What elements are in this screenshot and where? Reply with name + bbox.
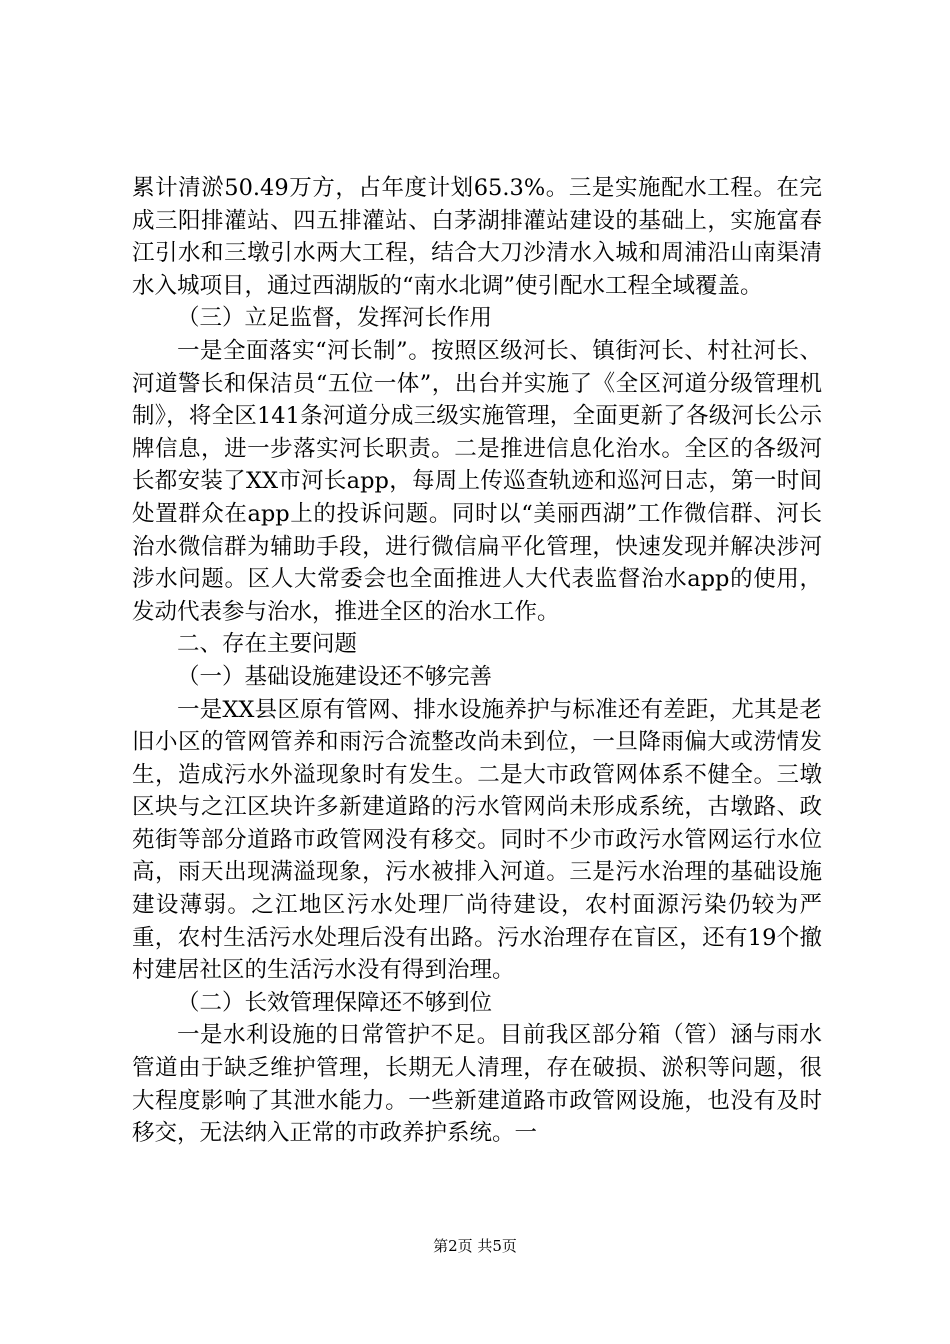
paragraph: 一是水利设施的日常管护不足。目前我区部分箱（管）涵与雨水管道由于缺乏维护管理，长期无人清理，存在破损、淤积等问题，很大程度影响了其泄水能力。一些新建道路市政管网设施，也没有及时移交，无法纳入正常的市政养护系统。一 <box>132 1022 822 1147</box>
chapter-heading: 二、存在主要问题 <box>177 631 358 658</box>
paragraph: 一是全面落实“河长制”。按照区级河长、镇街河长、村社河长、河道警长和保洁员“五位一体”，出台并实施了《全区河道分级管理机制》，将全区141条河道分成三级实施管理，全面更新了各级河长公示牌信息，进一步落实河长职责。二是推进信息化治水。全区的各级河长都安装了XX市河长app，每周上传巡查轨迹和巡河日志，第一时间处置群众在app上的投诉问题。同时以“美丽西湖”工作微信群、河长治水微信群为辅助手段，进行微信扁平化管理，快速发现并解决涉河涉水问题。区人大常委会也全面推进人大代表监督治水app的使用，发动代表参与治水，推进全区的治水工作。 <box>132 337 822 625</box>
section-heading: （三）立足监督，发挥河长作用 <box>177 305 493 332</box>
section-heading: （二）长效管理保障还不够到位 <box>177 989 493 1016</box>
document-body <box>132 172 822 1150</box>
section-heading: （一）基础设施建设还不够完善 <box>177 663 493 690</box>
paragraph-continuation: 累计清淤50.49万方，占年度计划65.3%。三是实施配水工程。在完成三阳排灌站、四五排灌站、白茅湖排灌站建设的基础上，实施富春江引水和三墩引水两大工程，结合大刀沙清水入城和周浦沿山南渠清水入城项目，通过西湖版的“南水北调”使引配水工程全域覆盖。 <box>132 175 822 299</box>
page-number-footer: 第2页 共5页 <box>433 1237 517 1255</box>
paragraph: 一是XX县区原有管网、排水设施养护与标准还有差距，尤其是老旧小区的管网管养和雨污合流整改尚未到位，一旦降雨偏大或涝情发生，造成污水外溢现象时有发生。二是大市政管网体系不健全。三墩区块与之江区块许多新建道路的污水管网尚未形成系统，古墩路、政苑街等部分道路市政管网没有移交。同时不少市政污水管网运行水位高，雨天出现满溢现象，污水被排入河道。三是污水治理的基础设施建设薄弱。之江地区污水处理厂尚待建设，农村面源污染仍较为严重，农村生活污水处理后没有出路。污水治理存在盲区，还有19个撤村建居社区的生活污水没有得到治理。 <box>132 696 822 984</box>
